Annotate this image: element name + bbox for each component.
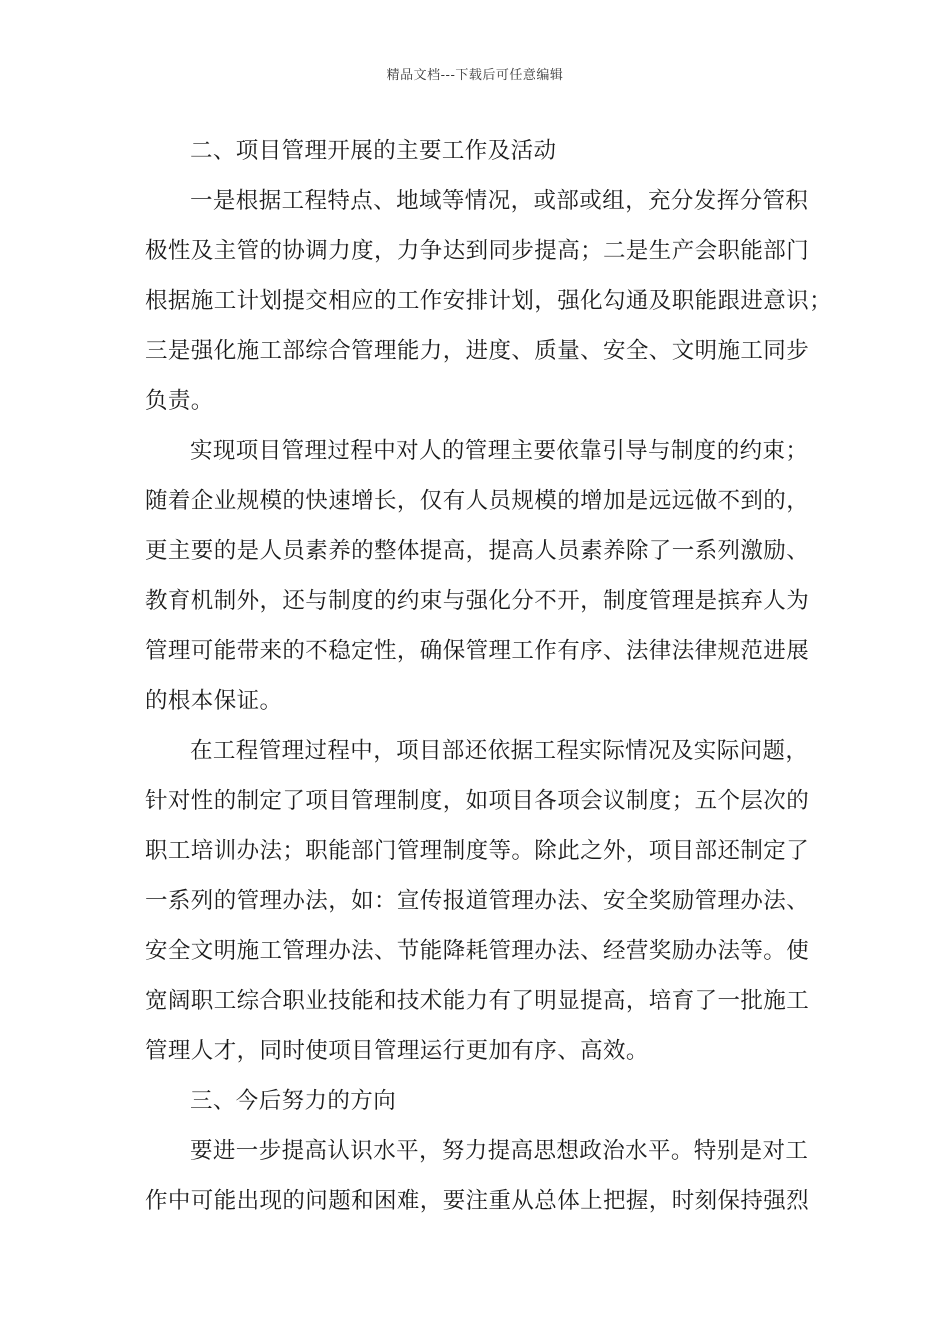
document-body	[145, 126, 833, 1226]
text-line: 针对性的制定了项目管理制度，如项目各项会议制度；五个层次的	[145, 788, 810, 814]
text-line: 三是强化施工部综合管理能力，进度、质量、安全、文明施工同步	[145, 338, 810, 364]
section-heading: 三、今后努力的方向	[190, 1088, 397, 1114]
text-line: 实现项目管理过程中对人的管理主要依靠引导与制度的约束；	[190, 438, 809, 464]
text-line: 一系列的管理办法，如：宣传报道管理办法、安全奖励管理办法、	[145, 888, 810, 914]
text-line: 一是根据工程特点、地域等情况，或部或组，充分发挥分管积	[190, 188, 809, 214]
page-header: 精品文档---下载后可任意编辑	[386, 68, 564, 83]
text-line: 随着企业规模的快速增长，仅有人员规模的增加是远远做不到的，	[145, 488, 810, 514]
text-line: 职工培训办法；职能部门管理制度等。除此之外，项目部还制定了	[145, 838, 810, 864]
text-line: 的根本保证。	[145, 688, 283, 714]
text-line: 在工程管理过程中，项目部还依据工程实际情况及实际问题，	[190, 738, 809, 764]
section-heading: 二、项目管理开展的主要工作及活动	[190, 138, 557, 164]
text-line: 要进一步提高认识水平，努力提高思想政治水平。特别是对工	[190, 1138, 809, 1164]
text-line: 教育机制外，还与制度的约束与强化分不开，制度管理是摈弃人为	[145, 588, 810, 614]
text-line: 安全文明施工管理办法、节能降耗管理办法、经营奖励办法等。使	[145, 938, 810, 964]
text-line: 负责。	[145, 388, 214, 414]
text-line: 更主要的是人员素养的整体提高，提高人员素养除了一系列激励、	[145, 538, 810, 564]
text-line: 根据施工计划提交相应的工作安排计划，强化勾通及职能跟进意识；	[145, 288, 833, 314]
text-line: 极性及主管的协调力度，力争达到同步提高；二是生产会职能部门	[145, 238, 810, 264]
text-line: 管理人才，同时使项目管理运行更加有序、高效。	[145, 1038, 649, 1064]
text-line: 管理可能带来的不稳定性，确保管理工作有序、法律法律规范进展	[145, 638, 810, 664]
text-line: 作中可能出现的问题和困难，要注重从总体上把握，时刻保持强烈	[145, 1188, 810, 1214]
text-line: 宽阔职工综合职业技能和技术能力有了明显提高，培育了一批施工	[145, 988, 810, 1014]
